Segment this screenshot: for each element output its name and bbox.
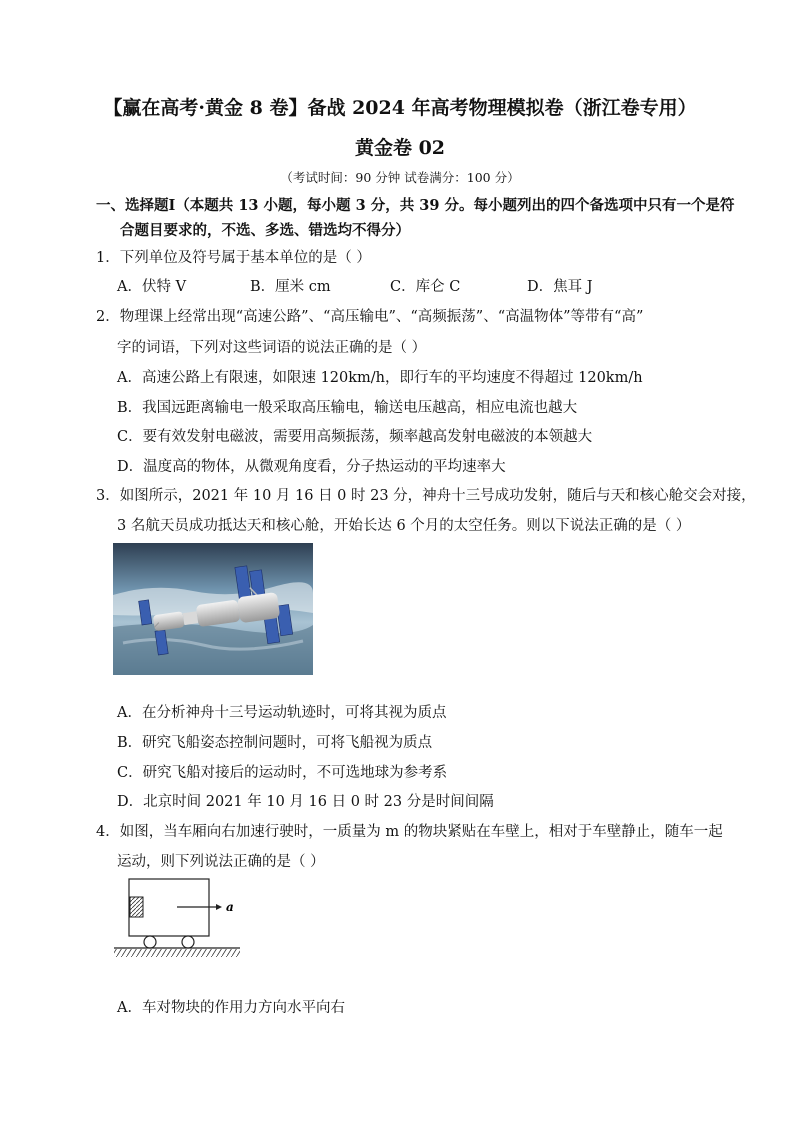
cart-diagram bbox=[112, 876, 252, 962]
section-heading-line2: 合题目要求的，不选、多选、错选均不得分） bbox=[120, 222, 410, 239]
q1-option-a: A．伏特 V bbox=[117, 279, 187, 295]
q3-option-c: C．研究飞船对接后的运动时，不可选地球为参考系 bbox=[117, 765, 448, 781]
q3-option-d: D．北京时间 2021 年 10 月 16 日 0 时 23 分是时间间隔 bbox=[117, 794, 494, 810]
q2-option-b: B．我国远距离输电一般采取高压输电，输送电压越高，相应电流也越大 bbox=[117, 400, 578, 416]
q2-option-c: C．要有效发射电磁波，需要用高频振荡，频率越高发射电磁波的本领越大 bbox=[117, 429, 593, 445]
question-4-stem-line2: 运动，则下列说法正确的是（ ） bbox=[117, 854, 325, 870]
section-heading-line1: 一、选择题Ⅰ（本题共 13 小题，每小题 3 分，共 39 分。每小题列出的四个备选项中只有一个是符 bbox=[96, 197, 735, 214]
spacecraft-photo bbox=[113, 543, 313, 675]
question-2-stem-line1: 2．物理课上经常出现“高速公路”、“高压输电”、“高频振荡”、“高温物体”等带有“高” bbox=[96, 309, 644, 325]
q2-option-d: D．温度高的物体，从微观角度看，分子热运动的平均速率大 bbox=[117, 459, 506, 475]
q4-option-a: A．车对物块的作用力方向水平向右 bbox=[117, 1000, 345, 1016]
question-2-stem-line2: 字的词语，下列对这些词语的说法正确的是（ ） bbox=[117, 340, 427, 356]
q2-option-a: A．高速公路上有限速，如限速 120km/h，即行车的平均速度不得超过 120km/h bbox=[117, 370, 643, 386]
q1-option-c: C．库仑 C bbox=[390, 279, 461, 295]
question-3-stem-line2: 3 名航天员成功抵达天和核心舱，开始长达 6 个月的太空任务。则以下说法正确的是（ ） bbox=[117, 518, 691, 534]
q1-option-b: B．厘米 cm bbox=[250, 279, 331, 295]
exam-info: （考试时间：90 分钟 试卷满分：100 分） bbox=[280, 170, 520, 185]
q1-option-d: D．焦耳 J bbox=[527, 279, 593, 295]
exam-subtitle: 黄金卷 02 bbox=[354, 137, 446, 159]
question-1-stem: 1．下列单位及符号属于基本单位的是（ ） bbox=[96, 250, 371, 266]
exam-title: 【赢在高考·黄金 8 卷】备战 2024 年高考物理模拟卷（浙江卷专用） bbox=[103, 97, 697, 119]
q3-option-b: B．研究飞船姿态控制问题时，可将飞船视为质点 bbox=[117, 735, 433, 751]
acceleration-label: a bbox=[226, 900, 234, 914]
question-4-stem-line1: 4．如图，当车厢向右加速行驶时，一质量为 m 的物块紧贴在车壁上，相对于车壁静止，随车一起 bbox=[96, 824, 723, 840]
q3-option-a: A．在分析神舟十三号运动轨迹时，可将其视为质点 bbox=[117, 705, 447, 721]
question-3-stem-line1: 3．如图所示，2021 年 10 月 16 日 0 时 23 分，神舟十三号成功发射，随后与天和核心舱交会对接， bbox=[96, 488, 756, 504]
